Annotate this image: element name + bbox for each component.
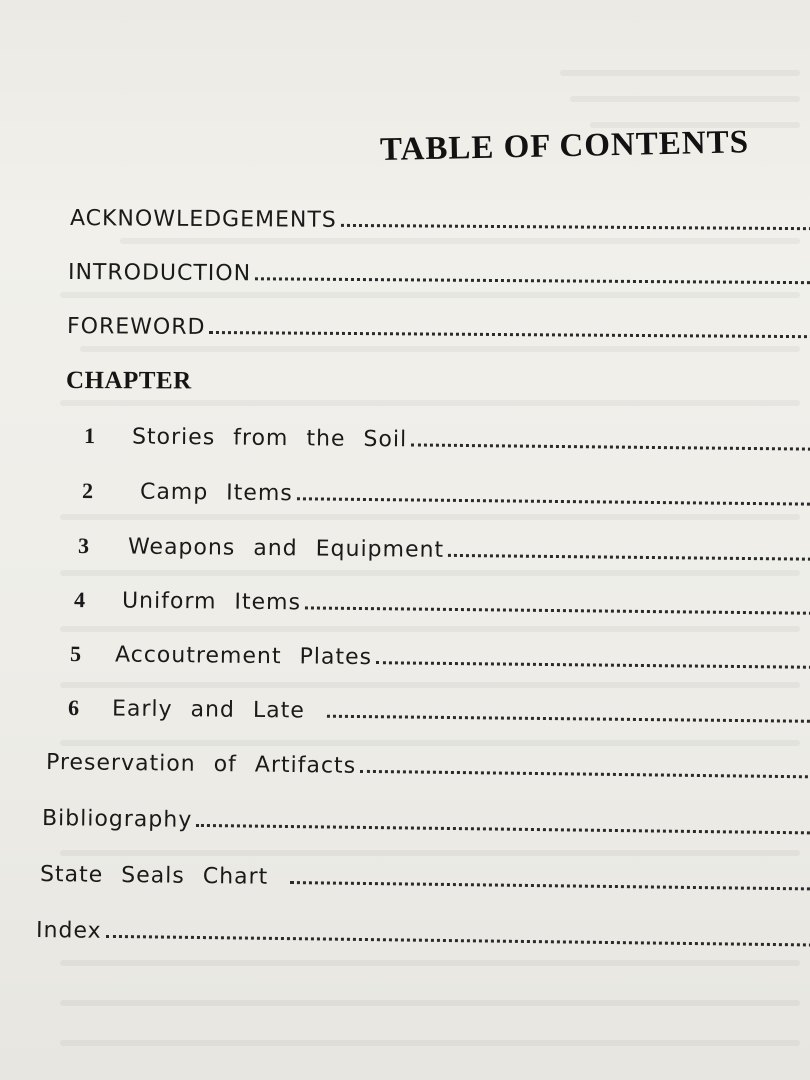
chapter-heading: CHAPTER [65,367,192,395]
toc-entry-label: Uniform Items [121,588,302,616]
dot-leader [290,863,810,891]
dot-leader [196,806,810,835]
toc-entry-label: ACKNOWLEDGEMENTS [69,206,337,233]
toc-entry-label: FOREWORD [66,314,206,340]
toc-entry-chapter-3 [78,532,810,574]
chapter-number: 2 [81,478,94,504]
chapter-number: 5 [69,641,82,667]
toc-entry-index [36,916,810,960]
toc-entry-label: Stories from the Soil [131,424,408,453]
toc-entry-state-seals-chart [40,860,810,904]
dot-leader [360,752,810,779]
dot-leader [297,479,810,505]
toc-entry-foreword [67,312,810,351]
dot-leader [327,697,810,723]
dot-leader [448,536,810,561]
chapter-number: 1 [83,423,96,449]
toc-entry-chapter-2 [82,477,810,519]
chapter-number: 4 [73,587,86,613]
dot-leader [411,425,810,450]
toc-entry-chapter-4 [74,586,810,628]
toc-entry-label: Preservation of Artifacts [45,750,357,779]
toc-entry-label: Weapons and Equipment [127,534,445,563]
page-title: TABLE OF CONTENTS [379,124,750,168]
toc-entry-chapter-1 [84,422,810,464]
dot-leader [305,588,810,614]
dot-leader [376,643,810,669]
toc-entry-label: State Seals Chart [39,862,269,890]
toc-entry-chapter-5 [70,640,810,682]
chapter-number: 3 [77,533,90,559]
toc-entry-acknowledgements [70,204,810,243]
toc-entry-label: Index [35,918,102,944]
toc-entry-label: Bibliography [41,806,193,833]
toc-entry-chapter-6 [68,694,810,736]
toc-entry-label: Accoutrement Plates [114,642,373,671]
dot-leader [209,313,810,338]
dot-leader [106,917,810,947]
dot-leader [255,259,810,284]
dot-leader [341,206,810,230]
toc-entry-label: Early and Late [111,696,305,724]
toc-entry-introduction [68,258,810,297]
toc-entry-preservation [46,748,810,792]
toc-entry-bibliography [42,804,810,848]
toc-entry-label: INTRODUCTION [67,260,252,287]
chapter-number: 6 [67,695,80,721]
toc-entry-label: Camp Items [139,479,293,507]
